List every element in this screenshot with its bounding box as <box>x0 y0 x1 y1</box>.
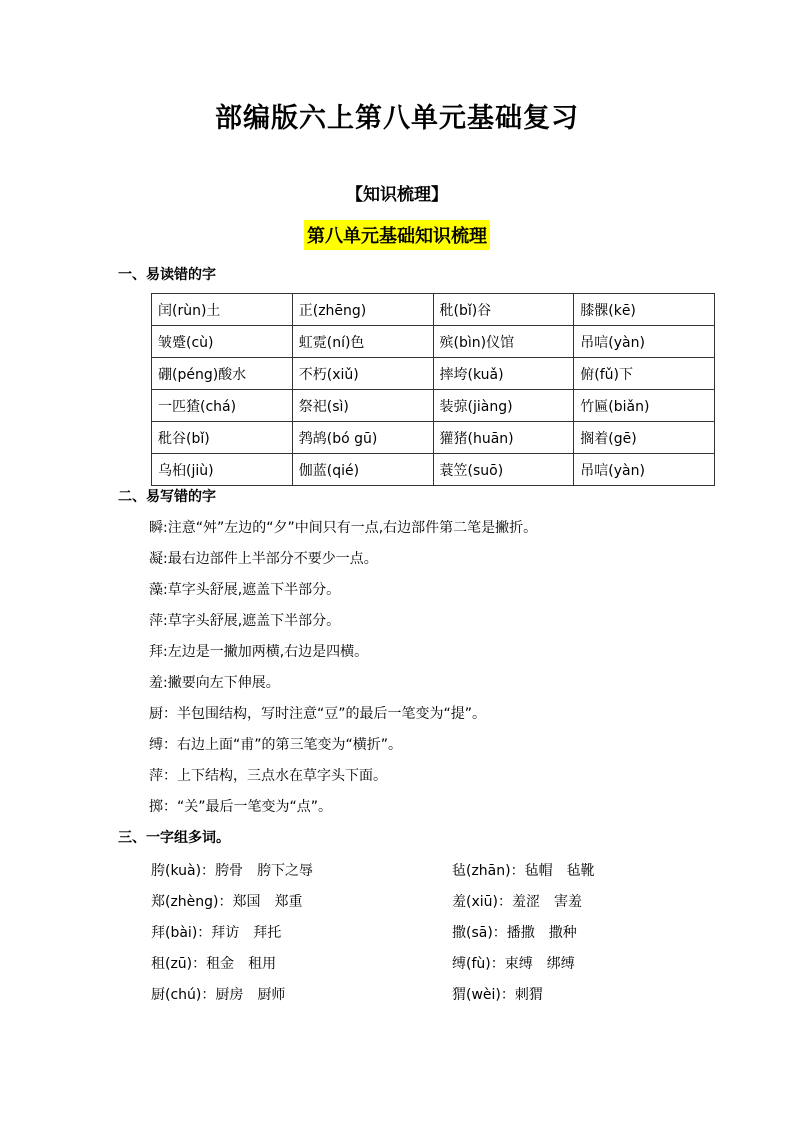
word-group-head: 拜(bài)： <box>151 925 212 941</box>
table-cell: 殡(bìn)仪馆 <box>433 326 574 358</box>
unit-heading: 第八单元基础知识梳理 <box>304 220 490 250</box>
section1-heading: 一、易读错的字 <box>118 267 216 283</box>
word-group <box>452 984 543 1004</box>
misread-chars-table <box>151 293 715 486</box>
writing-note: 缚：右边上面“甫”的第三笔变为“横折”。 <box>149 737 403 753</box>
table-cell: 吊唁(yàn) <box>574 326 715 358</box>
word-group <box>151 891 303 911</box>
table-cell: 皱蹙(cù) <box>152 326 293 358</box>
word: 郑国 <box>232 894 261 910</box>
word-group-head: 猬(wèi)： <box>452 987 515 1003</box>
word: 毡靴 <box>566 863 595 879</box>
document-title: 部编版六上第八单元基础复习 <box>215 103 579 134</box>
table-cell: 鹁鸪(bó gū) <box>292 422 433 454</box>
word-group <box>151 922 281 942</box>
word: 刺猬 <box>514 987 543 1003</box>
word-group <box>452 891 582 911</box>
table-cell: 秕(bǐ)谷 <box>433 294 574 326</box>
table-cell: 搁着(gē) <box>574 422 715 454</box>
word: 束缚 <box>504 956 533 972</box>
word: 胯下之辱 <box>257 863 314 879</box>
table-cell: 一匹猹(chá) <box>152 390 293 422</box>
word: 厨房 <box>215 987 244 1003</box>
table-cell: 装弶(jiàng) <box>433 390 574 422</box>
table-cell: 獾猪(huān) <box>433 422 574 454</box>
section2-heading: 二、易写错的字 <box>118 489 216 505</box>
writing-note: 藻:草字头舒展,遮盖下半部分。 <box>149 582 341 598</box>
table-cell: 摔垮(kuǎ) <box>433 358 574 390</box>
word: 拜访 <box>211 925 240 941</box>
table-cell: 伽蓝(qié) <box>292 454 433 486</box>
word-group-head: 缚(fù)： <box>452 956 505 972</box>
table-cell: 硼(péng)酸水 <box>152 358 293 390</box>
table-cell: 祭祀(sì) <box>292 390 433 422</box>
word: 租用 <box>248 956 277 972</box>
table-cell: 蓑笠(suō) <box>433 454 574 486</box>
word: 厨师 <box>257 987 286 1003</box>
word-group-head: 租(zū)： <box>151 956 207 972</box>
table-row <box>152 454 715 486</box>
table-cell: 乌桕(jiù) <box>152 454 293 486</box>
word-group-head: 胯(kuà)： <box>151 863 216 879</box>
table-cell: 闰(rùn)土 <box>152 294 293 326</box>
word-group-head: 撒(sā)： <box>452 925 507 941</box>
writing-note: 拜:左边是一撇加两横,右边是四横。 <box>149 644 369 660</box>
table-row <box>152 326 715 358</box>
table-cell: 正(zhēng) <box>292 294 433 326</box>
word: 拜托 <box>253 925 282 941</box>
word-group <box>151 860 313 880</box>
word: 害羞 <box>553 894 582 910</box>
word: 郑重 <box>274 894 303 910</box>
word: 羞涩 <box>511 894 540 910</box>
table-cell: 虹霓(ní)色 <box>292 326 433 358</box>
knowledge-heading: 【知识梳理】 <box>346 185 448 205</box>
writing-note: 羞:撇要向左下伸展。 <box>149 675 280 691</box>
word-group-head: 厨(chú)： <box>151 987 216 1003</box>
word: 撒种 <box>548 925 577 941</box>
writing-note: 萍：上下结构，三点水在草字头下面。 <box>149 768 387 784</box>
word-group-head: 羞(xiū)： <box>452 894 512 910</box>
word-group <box>151 953 276 973</box>
section3-heading: 三、一字组多词。 <box>118 830 230 846</box>
table-cell: 秕谷(bǐ) <box>152 422 293 454</box>
table-cell: 竹匾(biǎn) <box>574 390 715 422</box>
word-group-head: 毡(zhān)： <box>452 863 525 879</box>
writing-note: 瞬:注意“舛”左边的“夕”中间只有一点,右边部件第二笔是撇折。 <box>149 520 538 536</box>
writing-note: 凝:最右边部件上半部分不要少一点。 <box>149 551 378 567</box>
word: 绑缚 <box>546 956 575 972</box>
writing-note: 厨：半包围结构，写时注意“豆”的最后一笔变为“提”。 <box>149 706 487 722</box>
table-cell: 俯(fǔ)下 <box>574 358 715 390</box>
word: 租金 <box>206 956 235 972</box>
word-group-head: 郑(zhèng)： <box>151 894 233 910</box>
table-cell: 不朽(xiǔ) <box>292 358 433 390</box>
word-group <box>452 860 595 880</box>
word-group <box>452 953 575 973</box>
word: 胯骨 <box>215 863 244 879</box>
table-row <box>152 422 715 454</box>
word: 播撒 <box>506 925 535 941</box>
word-group <box>151 984 285 1004</box>
writing-note: 掷：“关”最后一笔变为“点”。 <box>149 799 333 815</box>
table-cell: 膝髁(kē) <box>574 294 715 326</box>
word-group <box>452 922 577 942</box>
word: 毡帽 <box>524 863 553 879</box>
writing-note: 萍:草字头舒展,遮盖下半部分。 <box>149 613 341 629</box>
table-row <box>152 294 715 326</box>
unit-heading-wrap <box>0 220 794 250</box>
table-cell: 吊唁(yàn) <box>574 454 715 486</box>
table-row <box>152 390 715 422</box>
table-row <box>152 358 715 390</box>
